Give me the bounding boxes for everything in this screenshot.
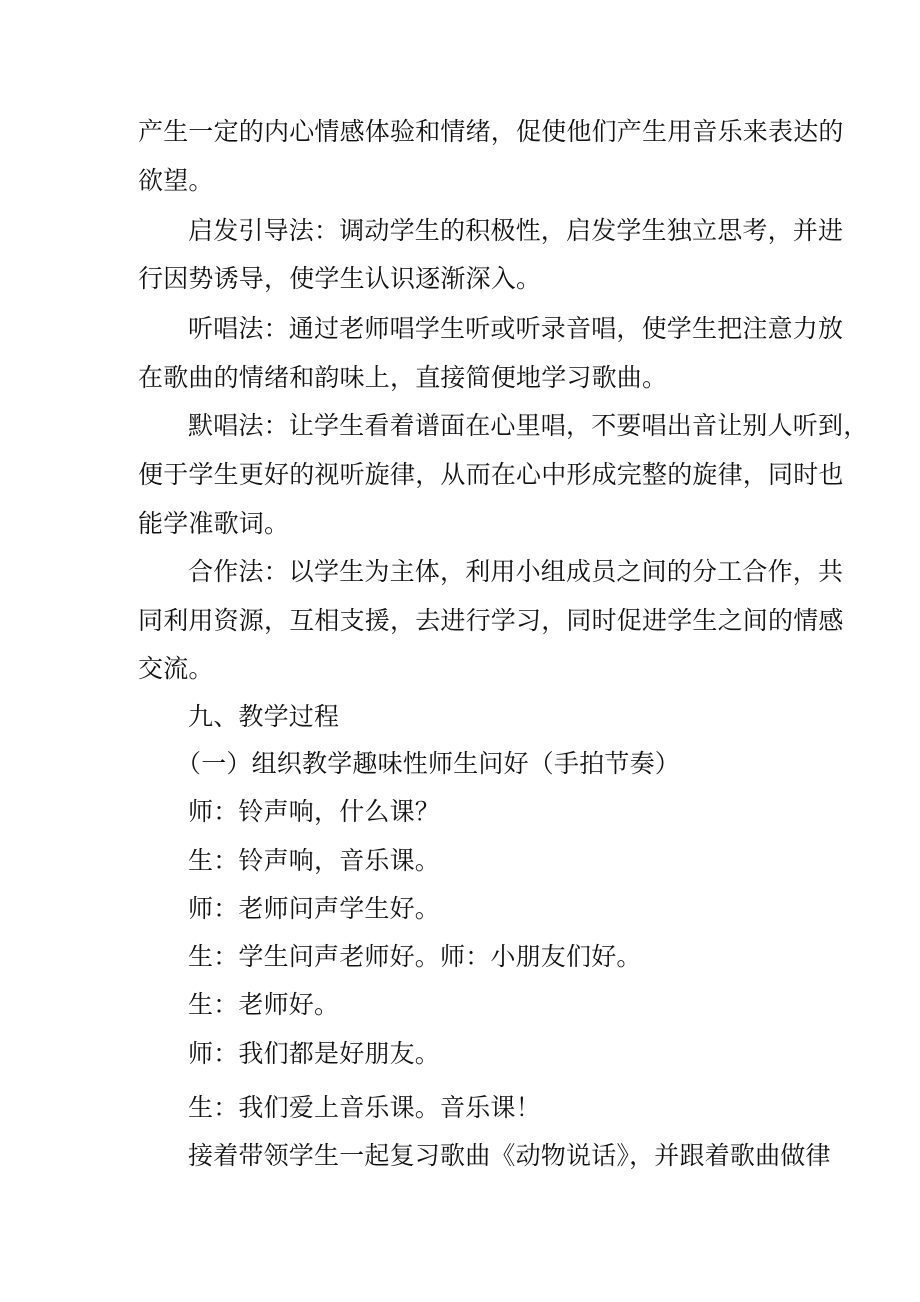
paragraph-line: 接着带领学生一起复习歌曲《动物说话》，并跟着歌曲做律: [188, 1141, 831, 1170]
dialogue-line: 生：铃声响，音乐课。: [188, 846, 441, 875]
paragraph-line: 在歌曲的情绪和韵味上，直接简便地学习歌曲。: [138, 363, 668, 392]
paragraph-line: 启发引导法：调动学生的积极性，启发学生独立思考，并进: [188, 216, 844, 245]
paragraph-line: 能学准歌词。: [138, 509, 290, 538]
paragraph-line: 同利用资源，互相支援，去进行学习，同时促进学生之间的情感: [138, 606, 844, 635]
paragraph-line: 产生一定的内心情感体验和情绪，促使他们产生用音乐来表达的: [138, 117, 844, 146]
paragraph-line: 便于学生更好的视听旋律，从而在心中形成完整的旋律，同时也: [138, 460, 844, 489]
paragraph-line: 欲望。: [138, 166, 214, 195]
paragraph-line: 听唱法：通过老师唱学生听或听录音唱，使学生把注意力放: [188, 314, 844, 343]
dialogue-line: 生：我们爱上音乐课。音乐课！: [188, 1093, 541, 1122]
section-heading: 九、教学过程: [188, 702, 340, 731]
dialogue-line: 师：铃声响，什么课？: [188, 797, 441, 826]
dialogue-line: 师：老师问声学生好。: [188, 894, 441, 923]
subsection-heading: （一）组织教学趣味性师生问好（手拍节奏）: [176, 749, 681, 778]
dialogue-line: 生：学生问声老师好。师：小朋友们好。: [188, 942, 642, 971]
paragraph-line: 行因势诱导，使学生认识逐渐深入。: [138, 264, 542, 293]
paragraph-line: 交流。: [138, 654, 214, 683]
dialogue-line: 师：我们都是好朋友。: [188, 1039, 441, 1068]
dialogue-line: 生：老师好。: [188, 990, 340, 1019]
paragraph-line: 合作法：以学生为主体，利用小组成员之间的分工合作，共: [188, 557, 844, 586]
paragraph-line: 默唱法：让学生看着谱面在心里唱，不要唱出音让别人听到，: [188, 411, 869, 440]
